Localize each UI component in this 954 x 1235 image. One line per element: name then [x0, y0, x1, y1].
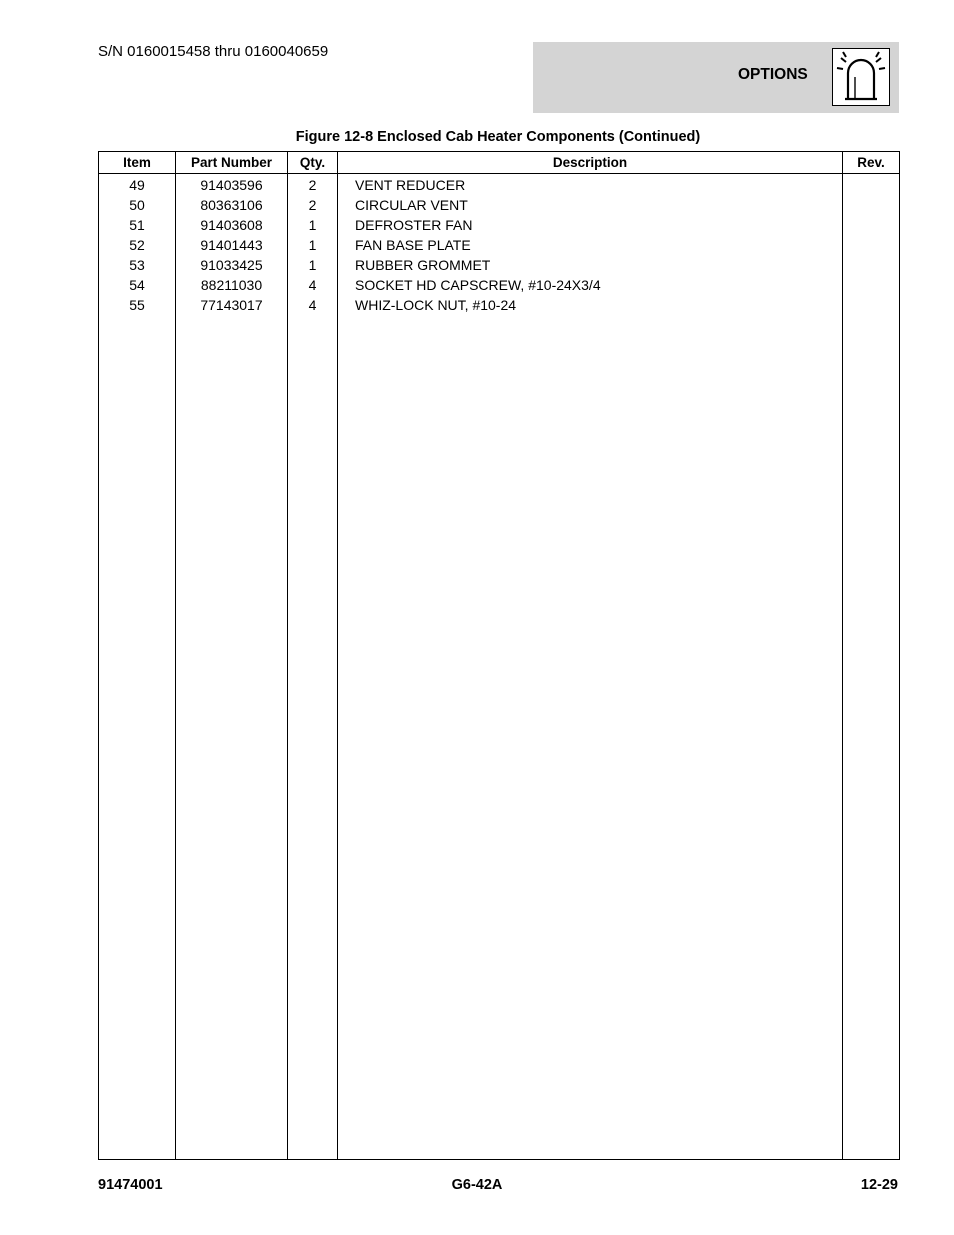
empty-cell [338, 315, 843, 1160]
table-header-row [99, 152, 900, 174]
part-number-cell: 88211030 [176, 275, 288, 295]
column-header-qty: Qty. [288, 152, 338, 174]
qty-cell: 1 [288, 215, 338, 235]
qty-cell: 4 [288, 275, 338, 295]
qty-cell: 2 [288, 174, 338, 196]
table-row [99, 255, 900, 275]
part-number-cell: 80363106 [176, 195, 288, 215]
serial-range: S/N 0160015458 thru 0160040659 [98, 43, 329, 60]
rev-cell [843, 275, 900, 295]
column-header-rev: Rev. [843, 152, 900, 174]
empty-cell [288, 315, 338, 1160]
item-cell: 49 [99, 174, 176, 196]
footer-page-number: 12-29 [860, 1177, 898, 1193]
qty-cell: 1 [288, 255, 338, 275]
item-cell: 50 [99, 195, 176, 215]
table-row [99, 275, 900, 295]
empty-cell [843, 315, 900, 1160]
rev-cell [843, 295, 900, 315]
part-number-cell: 91033425 [176, 255, 288, 275]
rev-cell [843, 215, 900, 235]
table-empty-space [99, 315, 900, 1160]
rev-cell [843, 195, 900, 215]
parts-table [98, 151, 900, 1160]
description-cell: WHIZ-LOCK NUT, #10-24 [338, 295, 843, 315]
table-row [99, 295, 900, 315]
description-cell: DEFROSTER FAN [338, 215, 843, 235]
item-cell: 53 [99, 255, 176, 275]
part-number-cell: 91403608 [176, 215, 288, 235]
table-row [99, 174, 900, 196]
rev-cell [843, 174, 900, 196]
description-cell: VENT REDUCER [338, 174, 843, 196]
part-number-cell: 91403596 [176, 174, 288, 196]
table-row [99, 215, 900, 235]
section-label: OPTIONS [738, 66, 808, 83]
description-cell: SOCKET HD CAPSCREW, #10-24X3/4 [338, 275, 843, 295]
item-cell: 52 [99, 235, 176, 255]
qty-cell: 1 [288, 235, 338, 255]
rev-cell [843, 255, 900, 275]
column-header-description: Description [338, 152, 843, 174]
description-cell: RUBBER GROMMET [338, 255, 843, 275]
empty-cell [99, 315, 176, 1160]
table-row [99, 235, 900, 255]
column-header-item: Item [99, 152, 176, 174]
description-cell: CIRCULAR VENT [338, 195, 843, 215]
footer-doc-number: 91474001 [98, 1177, 163, 1193]
description-cell: FAN BASE PLATE [338, 235, 843, 255]
beacon-light-icon [832, 48, 890, 106]
item-cell: 55 [99, 295, 176, 315]
section-tab [533, 42, 899, 113]
qty-cell: 4 [288, 295, 338, 315]
figure-title: Figure 12-8 Enclosed Cab Heater Components (Continued) [295, 129, 701, 145]
table-row [99, 195, 900, 215]
part-number-cell: 77143017 [176, 295, 288, 315]
item-cell: 54 [99, 275, 176, 295]
part-number-cell: 91401443 [176, 235, 288, 255]
item-cell: 51 [99, 215, 176, 235]
qty-cell: 2 [288, 195, 338, 215]
footer-model: G6-42A [451, 1177, 503, 1193]
rev-cell [843, 235, 900, 255]
column-header-part-number: Part Number [176, 152, 288, 174]
empty-cell [176, 315, 288, 1160]
